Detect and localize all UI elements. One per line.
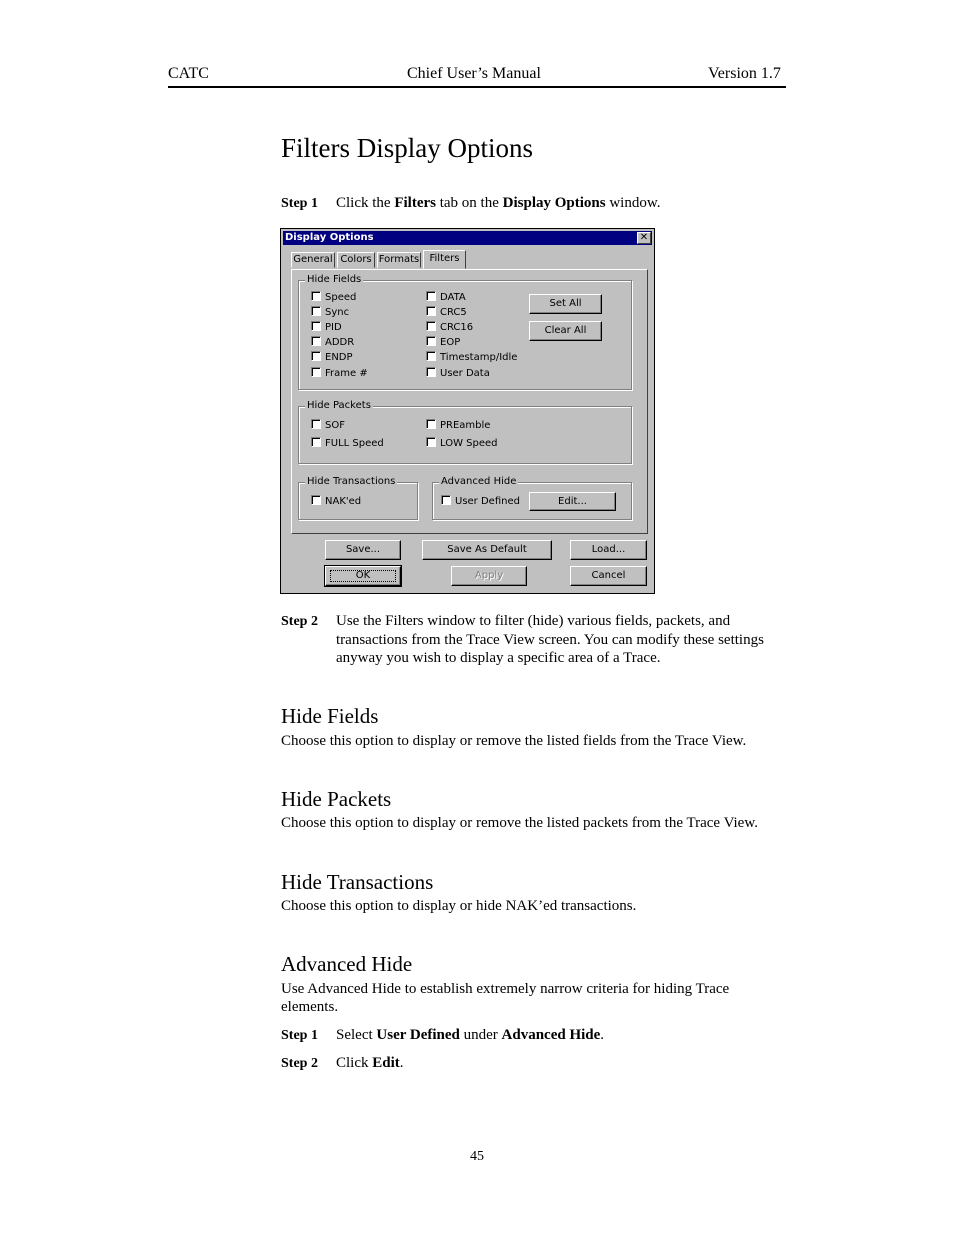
checkbox-box[interactable] (311, 321, 321, 331)
checkbox-box[interactable] (426, 437, 436, 447)
checkbox-box[interactable] (426, 336, 436, 346)
checkbox-box[interactable] (311, 419, 321, 429)
edit-button[interactable]: Edit... (529, 492, 616, 511)
tab-colors[interactable]: Colors (337, 252, 375, 268)
step-text: Use the Filters window to filter (hide) various fields, packets, and transactions from the Trace View screen. You can modify these settings anyway you wish to display a specific area of a Trace. (336, 613, 764, 666)
section-heading-hide-transactions: Hide Transactions (281, 870, 434, 894)
tab-general[interactable]: General (291, 252, 335, 268)
dialog-title-bar (283, 231, 652, 245)
focus-ring (330, 570, 396, 582)
checkbox-frame[interactable]: Frame # (311, 367, 368, 380)
checkbox-box[interactable] (426, 367, 436, 377)
checkbox-crc16[interactable]: CRC16 (426, 321, 473, 334)
checkbox-pid[interactable]: PID (311, 321, 342, 334)
hide-transactions-label: Hide Transactions (307, 476, 396, 487)
checkbox-addr[interactable]: ADDR (311, 336, 354, 349)
hide-transactions-group (298, 476, 418, 520)
header-left: CATC (168, 65, 209, 82)
page-title: Filters Display Options (281, 133, 534, 163)
checkbox-speed[interactable]: Speed (311, 291, 356, 304)
ok-button[interactable]: OK (325, 566, 401, 586)
set-all-button[interactable]: Set All (529, 294, 602, 314)
dialog-title: Display Options (285, 232, 374, 243)
section-heading-advanced-hide: Advanced Hide (281, 952, 413, 976)
display-options-dialog (280, 228, 655, 594)
save-button[interactable]: Save... (325, 540, 401, 560)
hide-packets-label: Hide Packets (307, 400, 371, 411)
checkbox-box[interactable] (426, 351, 436, 361)
step-label: Step 2 (281, 614, 318, 629)
step-text: Select User Defined under Advanced Hide. (336, 1027, 605, 1043)
close-icon[interactable]: ✕ (637, 232, 651, 244)
cancel-button[interactable]: Cancel (570, 566, 647, 586)
hide-fields-label: Hide Fields (307, 274, 362, 285)
page-number: 45 (470, 1149, 484, 1164)
checkbox-box[interactable] (426, 306, 436, 316)
checkbox-user-defined[interactable]: User Defined (441, 495, 520, 508)
header-right: Version 1.7 (708, 65, 781, 82)
clear-all-button[interactable]: Clear All (529, 321, 602, 341)
step-label: Step 1 (281, 196, 318, 211)
hide-packets-group (298, 400, 632, 464)
apply-button[interactable]: Apply (451, 566, 527, 586)
load-button[interactable]: Load... (570, 540, 647, 560)
checkbox-box[interactable] (311, 495, 321, 505)
checkbox-user-data[interactable]: User Data (426, 367, 490, 380)
save-as-default-button[interactable]: Save As Default (422, 540, 552, 560)
checkbox-low-speed[interactable]: LOW Speed (426, 437, 498, 450)
tab-filters[interactable]: Filters (423, 250, 466, 269)
filters-panel (291, 269, 648, 534)
section-heading-hide-packets: Hide Packets (281, 787, 392, 811)
checkbox-preamble[interactable]: PREamble (426, 419, 490, 432)
checkbox-box[interactable] (311, 291, 321, 301)
checkbox-sof[interactable]: SOF (311, 419, 345, 432)
section-text-advanced-hide: Use Advanced Hide to establish extremely narrow criteria for hiding Trace elements. (281, 981, 730, 1015)
tab-formats[interactable]: Formats (377, 252, 421, 268)
checkbox-naked[interactable]: NAK'ed (311, 495, 361, 508)
header-rule (168, 86, 786, 88)
step-text: Click Edit. (336, 1055, 404, 1071)
section-text-hide-fields: Choose this option to display or remove the listed fields from the Trace View. (281, 733, 747, 749)
checkbox-full-speed[interactable]: FULL Speed (311, 437, 384, 450)
checkbox-sync[interactable]: Sync (311, 306, 349, 319)
checkbox-box[interactable] (426, 321, 436, 331)
checkbox-box[interactable] (311, 367, 321, 377)
checkbox-box[interactable] (426, 291, 436, 301)
step-label: Step 2 (281, 1056, 318, 1071)
checkbox-box[interactable] (426, 419, 436, 429)
section-text-hide-transactions: Choose this option to display or hide NAK’ed transactions. (281, 898, 637, 914)
checkbox-box[interactable] (311, 306, 321, 316)
checkbox-timestamp-idle[interactable]: Timestamp/Idle (426, 351, 517, 364)
section-heading-hide-fields: Hide Fields (281, 704, 379, 728)
checkbox-box[interactable] (311, 336, 321, 346)
checkbox-endp[interactable]: ENDP (311, 351, 353, 364)
checkbox-eop[interactable]: EOP (426, 336, 460, 349)
checkbox-crc5[interactable]: CRC5 (426, 306, 467, 319)
advanced-hide-label: Advanced Hide (441, 476, 517, 487)
checkbox-box[interactable] (311, 351, 321, 361)
step-text: Click the Filters tab on the Display Options window. (336, 195, 661, 211)
checkbox-data[interactable]: DATA (426, 291, 466, 304)
hide-fields-group (298, 274, 632, 390)
header-center: Chief User’s Manual (407, 65, 541, 82)
checkbox-box[interactable] (311, 437, 321, 447)
step-label: Step 1 (281, 1028, 318, 1043)
section-text-hide-packets: Choose this option to display or remove the listed packets from the Trace View. (281, 815, 758, 831)
advanced-hide-group (432, 476, 632, 520)
checkbox-box[interactable] (441, 495, 451, 505)
